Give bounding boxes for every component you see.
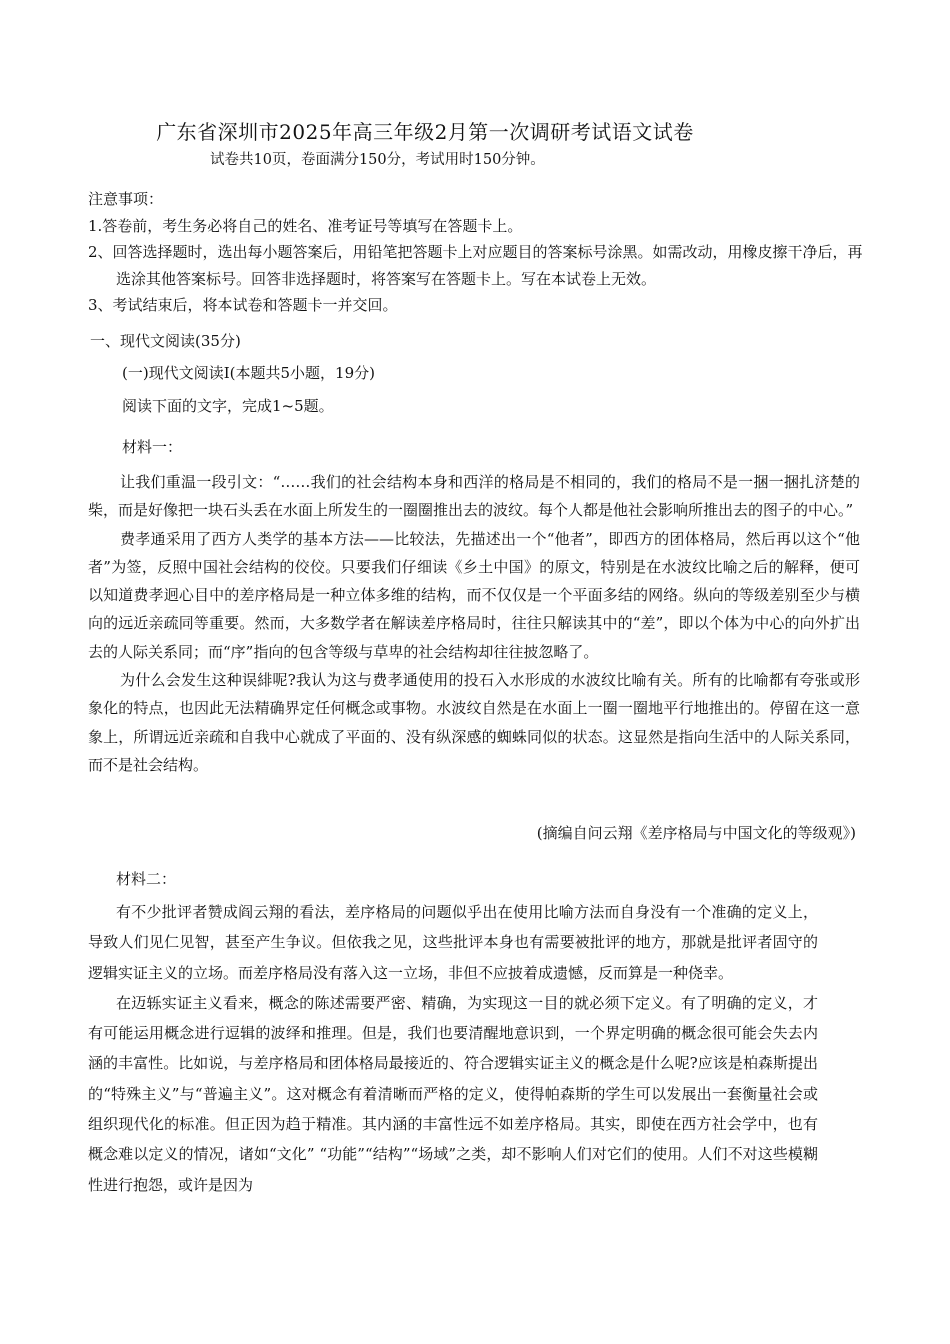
paragraph: 在迈轹实证主义看来，概念的陈述需要严密、精确，为实现这一目的就必须下定义。有了明确的定义，才有可能运用概念进行逗辑的波绎和推理。但是，我们也要清醒地意识到，一个界定明确的概念很可能会失去内涵的丰富性。比如说，与差序格局和团体格局最接近的、符合逻辑实证主义的概念是什么呢?应该是柏森斯提出的“特殊主义”与“普遍主义”。这对概念有着清晰而严格的定义，使得帕森斯的学生可以发展出一套衡量社会或组织现代化的标准。但正因为趋于精准。其内涵的丰富性远不如差序格局。其实，即使在西方社会学中，也有概念难以定义的情况，诸如“文化” “功能”“结构”“场域”之类，却不影响人们对它们的使用。人们不对这些模糊性进行抱怨，或许是因为 — [88, 993, 818, 1194]
material-two-text — [88, 897, 818, 1200]
material-one-text — [88, 468, 860, 779]
exam-subtitle: 试卷共10页，卷面满分150分，考试用时150分钟。 — [210, 152, 545, 168]
exam-title: 广东省深圳市2025年高三年级2月第一次调研考试语文试卷 — [156, 120, 694, 144]
section-heading: 一、现代文阅读(35分) — [90, 332, 241, 350]
notice-item: 3、考试结束后，将本试卷和答题卡一并交回。 — [88, 296, 398, 314]
paragraph: 费孝通采用了西方人类学的基本方法——比较法，先描述出一个“他者”，即西方的团体格局，然后再以这个“他者”为签，反照中国社会结构的佼佼。只要我们仔细读《乡土中国》的原文，特别是在水波纹比喻之后的解释，便可以知道费孝迥心目中的差序格局是一种立体多维的结构，而不仅仅是一个平面多结的网络。纵向的等级差别至少与横向的远近亲疏同等重要。然而，大多数学者在解读差序格局时，往往只解读其中的“差”，即以个体为中心的向外扩出去的人际关系同；而“序”指向的包含等级与草卑的社会结构却往往披忽略了。 — [88, 529, 860, 661]
material-one-label: 材料一： — [122, 438, 183, 456]
paragraph: 让我们重温一段引文：“……我们的社会结构本身和西洋的格局是不相同的，我们的格局不是一捆一捆扎济楚的柴，而是好像把一块石头丢在水面上所发生的一圈圈推出去的波纹。每个人都是他社会影响所推出去的图子的中心。” — [88, 473, 860, 520]
subsection-heading: (一)现代文阅读Ⅰ(本题共5小题，19分) — [122, 364, 375, 382]
paragraph: 有不少批评者赞成阎云翔的看法，差序格局的问题似乎出在使用比喻方法而自身没有一个准确的定义上，导致人们见仁见智，甚至产生争议。但依我之见，这些批评本身也有需要被批评的地方，那就是批评者固守的逻辑实证主义的立场。而差序格局没有落入这一立场，非但不应披着成遗憾，反而算是一种侥幸。 — [88, 903, 818, 982]
notice-section — [88, 186, 868, 319]
notice-item: 2、回答选择题时，选出每小题答案后，用铅笔把答题卡上对应题目的答案标号涂黑。如需改动，用橡皮擦干净后，再选涂其他答案标号。回答非选择题时，将答案写在答题卡上。写在本试卷上无效。 — [88, 243, 863, 288]
reading-instruction: 阅读下面的文字，完成1~5题。 — [122, 397, 334, 415]
notice-item: 1.答卷前，考生务必将自己的姓名、准考证号等填写在答题卡上。 — [88, 216, 523, 235]
notice-heading: 注意事项： — [88, 190, 164, 208]
paragraph: 为什么会发生这种误緋呢?我认为这与费孝通使用的投石入水形成的水波纹比喻有关。所有的比喻都有夸张或形象化的特点，也因此无法精确界定任何概念或事物。水波纹自然是在水面上一圈一圈地平行地推出的。停留在这一意象上，所谓远近亲疏和自我中心就成了平面的、没有纵深感的蜘蛛同似的状态。这显然是指向生活中的人际关系同，而不是社会结构。 — [88, 671, 860, 774]
material-one-source: (摘编自问云翔《差序格局与中国文化的等级观》) — [536, 824, 856, 842]
material-two-label: 材料二： — [116, 870, 177, 888]
